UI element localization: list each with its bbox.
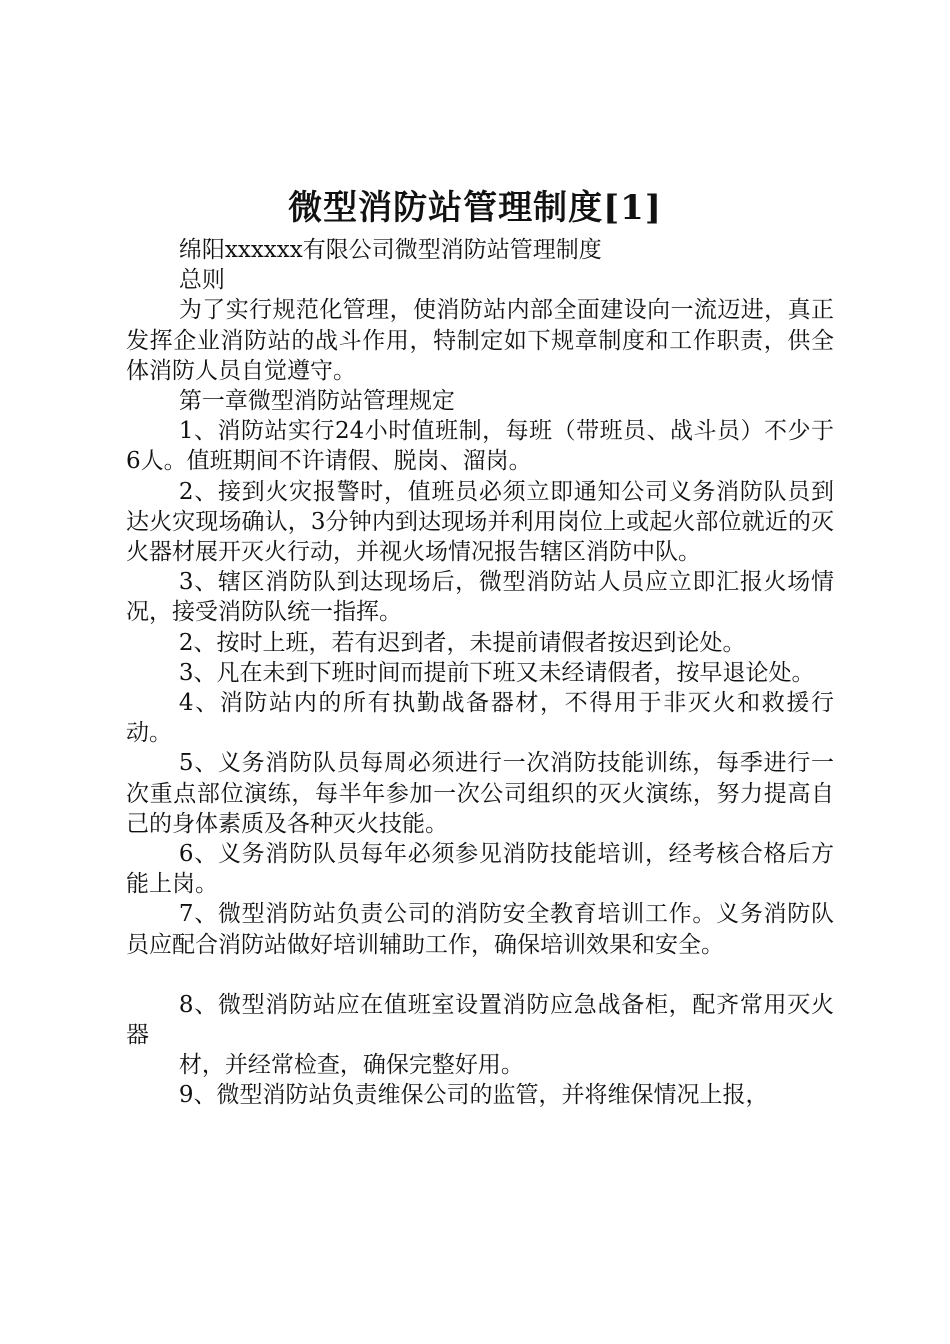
rule-item: 2、接到火灾报警时，值班员必须立即通知公司义务消防队员到达火灾现场确认，3分钟内到达现场并利用岗位上或起火部位就近的灭火器材展开灭火行动，并视火场情况报告辖区消防中队。 — [126, 478, 834, 566]
chapter-heading: 第一章微型消防站管理规定 — [178, 388, 455, 415]
document-body — [126, 235, 834, 1111]
rule-item: 1、消防站实行24小时值班制，每班（带班员、战斗员）不少于6人。值班期间不许请假、脱岗、溜岗。 — [126, 418, 834, 475]
document-title: 微型消防站管理制度[1] — [288, 188, 662, 228]
company-heading: 绵阳xxxxxx有限公司微型消防站管理制度 — [178, 237, 602, 263]
rule-item: 4、消防站内的所有执勤战备器材，不得用于非灭火和救援行动。 — [126, 690, 834, 747]
rule-item: 3、凡在未到下班时间而提前下班又未经请假者，按早退论处。 — [178, 659, 815, 686]
rule-item: 9、微型消防站负责维保公司的监管，并将维保情况上报， — [178, 1082, 769, 1109]
section-heading-general: 总则 — [178, 267, 225, 294]
rule-item: 3、辖区消防队到达现场后，微型消防站人员应立即汇报火场情况，接受消防队统一指挥。 — [126, 569, 834, 626]
rule-item: 7、微型消防站负责公司的消防安全教育培训工作。义务消防队员应配合消防站做好培训辅助工作，确保培训效果和安全。 — [126, 901, 834, 958]
rule-item: 5、义务消防队员每周必须进行一次消防技能训练，每季进行一次重点部位演练，每半年参加一次公司组织的灭火演练，努力提高自己的身体素质及各种灭火技能。 — [126, 750, 834, 837]
rule-item: 8、微型消防站应在值班室设置消防应急战备柜，配齐常用灭火器 — [126, 991, 834, 1049]
paragraph: 为了实行规范化管理，使消防站内部全面建设向一流迈进，真正发挥企业消防站的战斗作用，特制定如下规章制度和工作职责，供全体消防人员自觉遵守。 — [126, 297, 834, 384]
rule-item: 2、按时上班，若有迟到者，未提前请假者按迟到论处。 — [178, 629, 746, 656]
rule-item: 6、义务消防队员每年必须参见消防技能培训，经考核合格后方能上岗。 — [126, 841, 834, 898]
rule-item-continuation: 材，并经常检查，确保完整好用。 — [178, 1052, 524, 1079]
